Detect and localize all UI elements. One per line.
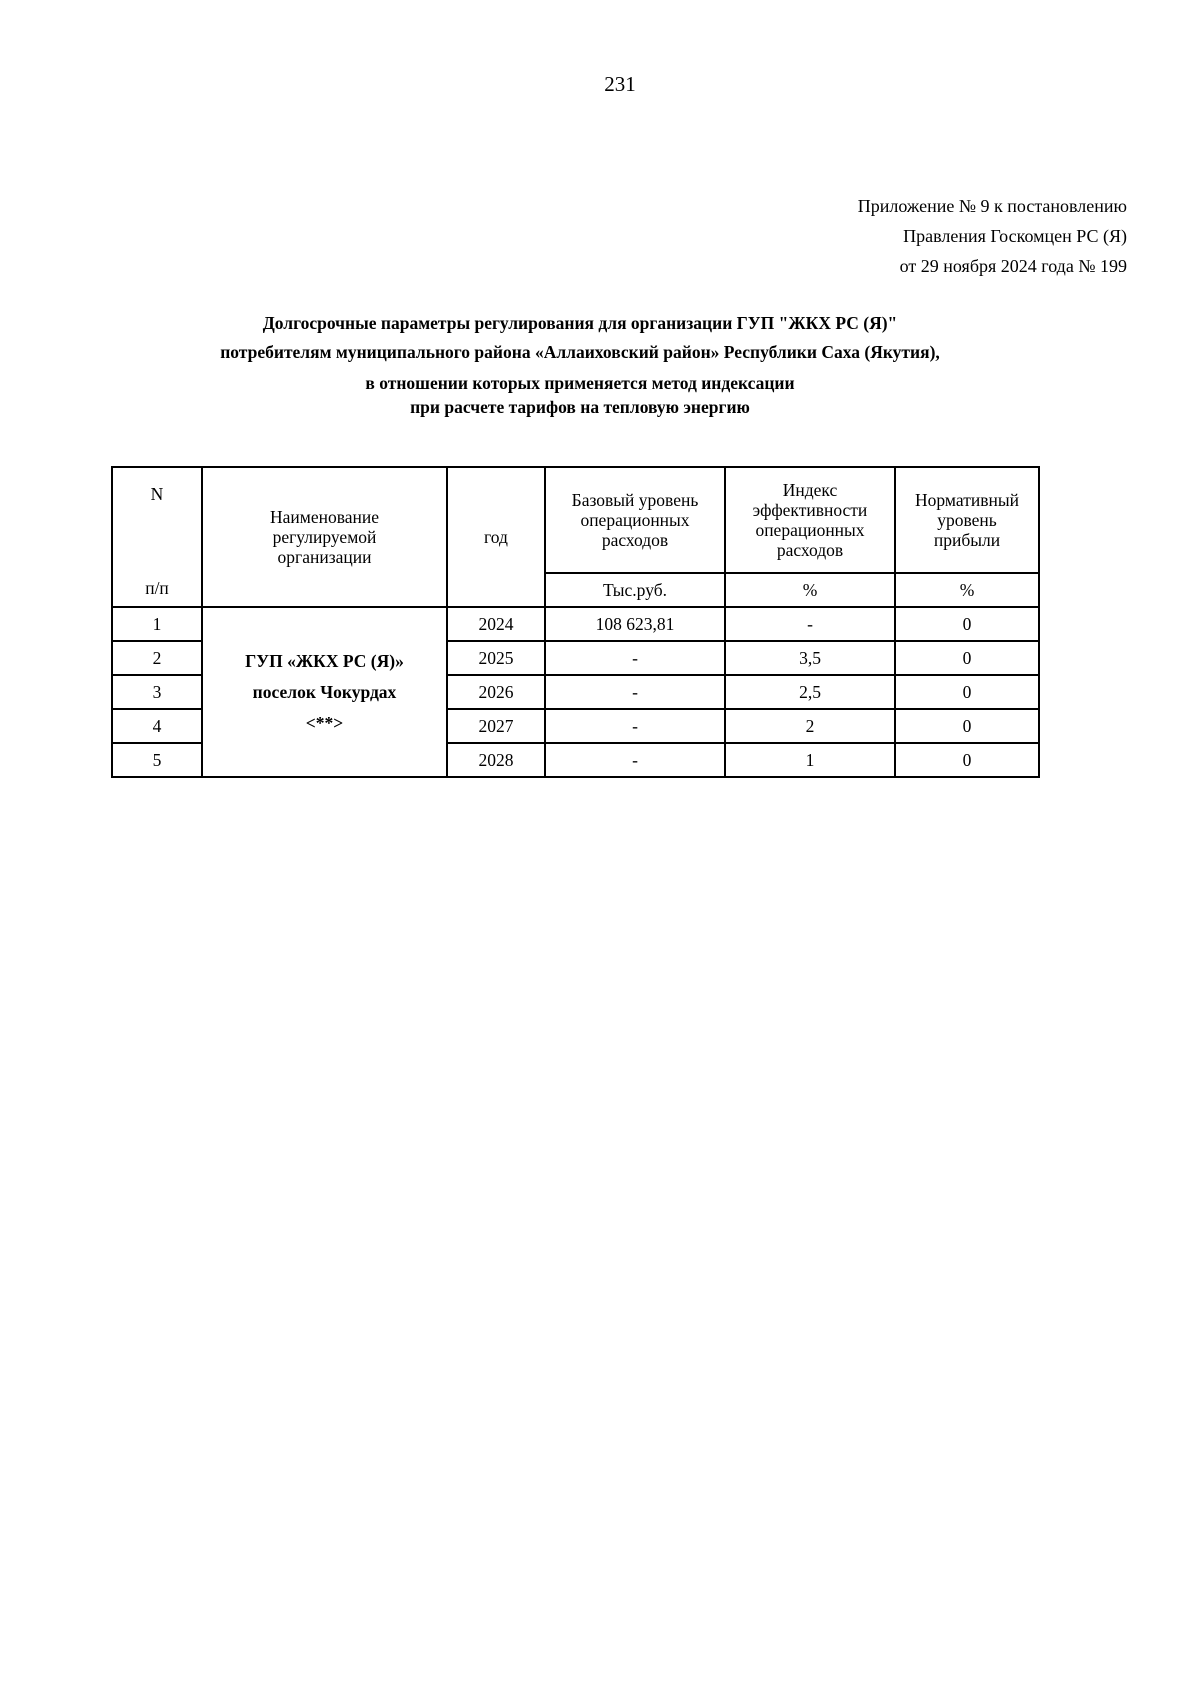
title-line: в отношении которых применяется метод индексации: [365, 373, 795, 393]
appendix-line: от 29 ноября 2024 года № 199: [899, 256, 1127, 276]
cell-n: 2: [112, 641, 202, 675]
title-line: при расчете тарифов на тепловую энергию: [410, 397, 750, 417]
cell-profit: 0: [895, 641, 1039, 675]
title-line: потребителям муниципального района «Аллаиховский район» Республики Саха (Якутия),: [220, 342, 940, 362]
cell-base: -: [545, 743, 725, 777]
unit-index: %: [725, 573, 895, 607]
unit-profit: %: [895, 573, 1039, 607]
header-profit-level: Нормативный уровень прибыли: [895, 467, 1039, 573]
title-line: Долгосрочные параметры регулирования для организации ГУП "ЖКХ РС (Я)": [262, 313, 898, 333]
cell-index: 2,5: [725, 675, 895, 709]
parameters-table: [111, 466, 1040, 778]
cell-n: 4: [112, 709, 202, 743]
unit-base: Тыс.руб.: [545, 573, 725, 607]
cell-base: 108 623,81: [545, 607, 725, 641]
cell-year: 2025: [447, 641, 545, 675]
cell-profit: 0: [895, 675, 1039, 709]
cell-year: 2026: [447, 675, 545, 709]
cell-profit: 0: [895, 743, 1039, 777]
header-organization: Наименование регулируемой организации: [202, 467, 447, 607]
cell-year: 2024: [447, 607, 545, 641]
cell-n: 3: [112, 675, 202, 709]
header-year: год: [447, 467, 545, 607]
cell-index: 3,5: [725, 641, 895, 675]
cell-n: 1: [112, 607, 202, 641]
appendix-reference: [858, 191, 1127, 281]
cell-base: -: [545, 675, 725, 709]
cell-n: 5: [112, 743, 202, 777]
cell-profit: 0: [895, 607, 1039, 641]
cell-base: -: [545, 641, 725, 675]
cell-index: 1: [725, 743, 895, 777]
table-header-row: [112, 467, 1039, 573]
cell-index: -: [725, 607, 895, 641]
cell-year: 2028: [447, 743, 545, 777]
cell-base: -: [545, 709, 725, 743]
header-n-top: N: [150, 484, 164, 504]
page-number: 231: [604, 72, 636, 96]
header-n: [112, 467, 202, 607]
cell-organization: ГУП «ЖКХ РС (Я)» поселок Чокурдах <**>: [202, 607, 447, 777]
appendix-line: Правления Госкомцен РС (Я): [903, 226, 1127, 246]
header-n-bottom: п/п: [145, 578, 169, 598]
document-title: [0, 309, 1160, 419]
cell-profit: 0: [895, 709, 1039, 743]
table-row: [112, 607, 1039, 641]
appendix-line: Приложение № 9 к постановлению: [857, 196, 1127, 216]
header-efficiency-index: Индекс эффективности операционных расходов: [725, 467, 895, 573]
cell-year: 2027: [447, 709, 545, 743]
cell-index: 2: [725, 709, 895, 743]
header-base-level: Базовый уровень операционных расходов: [545, 467, 725, 573]
